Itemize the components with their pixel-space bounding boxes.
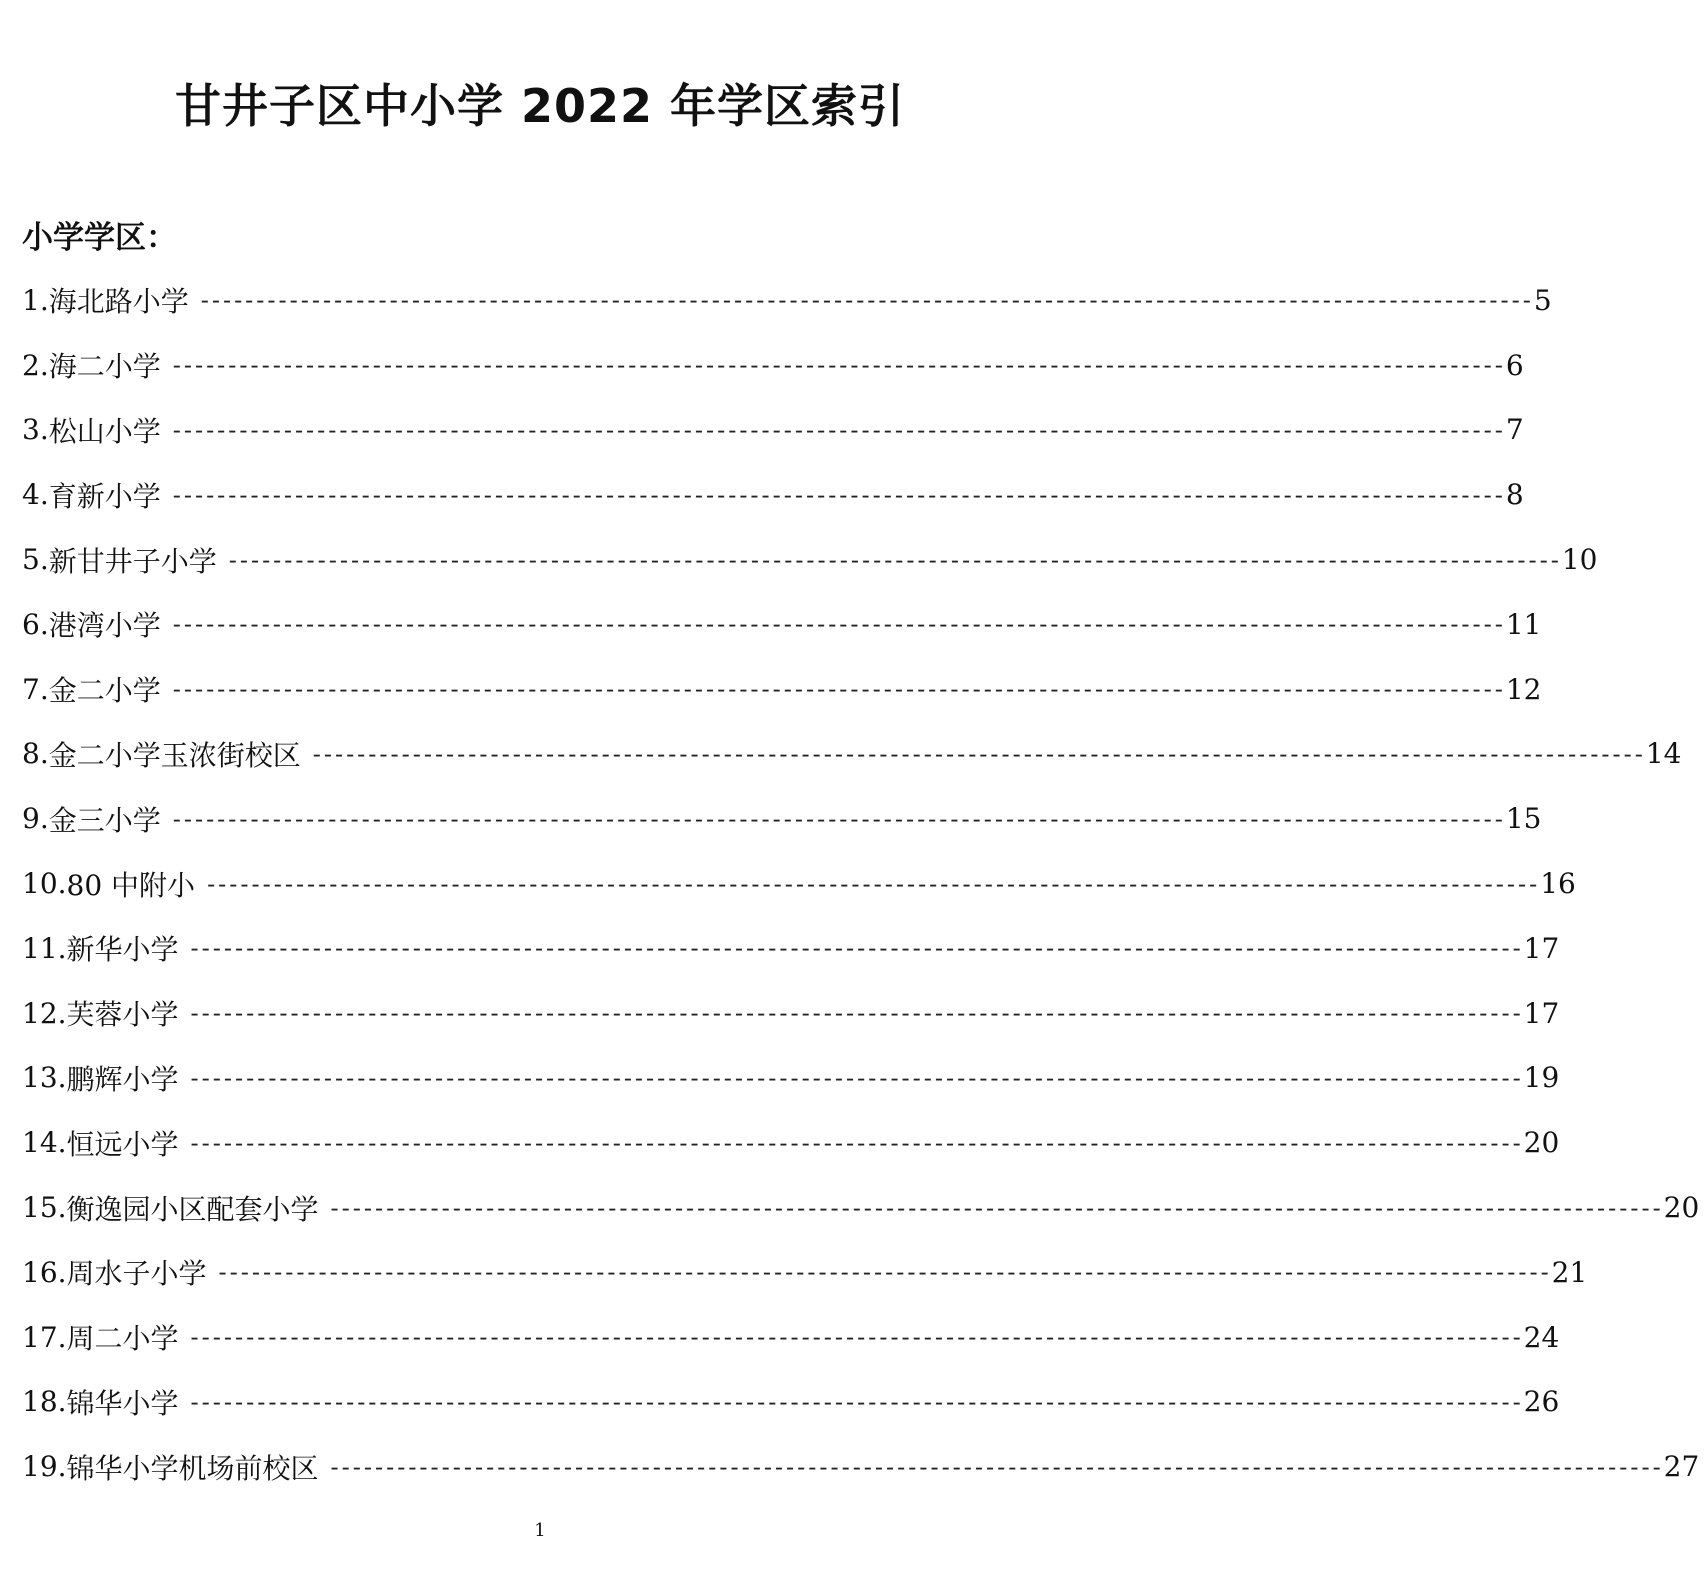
entry-page: 11 bbox=[1505, 607, 1542, 641]
entry-title: 衡逸园小区配套小学 bbox=[66, 1192, 319, 1226]
entry-number: 19. bbox=[22, 1450, 67, 1484]
entry-number: 1. bbox=[22, 283, 49, 317]
entry-title: 海二小学 bbox=[48, 350, 161, 384]
dot-leader: ------------------------------------------------------------------------------------------------------------------------ bbox=[172, 804, 1506, 833]
entry-page: 27 bbox=[1663, 1450, 1700, 1484]
toc-entry[interactable] bbox=[22, 1110, 1560, 1175]
entry-page: 8 bbox=[1505, 478, 1524, 512]
dot-leader: ------------------------------------------------------------------------------------------------------------------------ bbox=[200, 286, 1534, 315]
toc-entry[interactable] bbox=[22, 462, 1524, 527]
dot-leader: ------------------------------------------------------------------------------------------------------------------------ bbox=[172, 675, 1506, 704]
dot-leader: ------------------------------------------------------------------------------------------------------------------------ bbox=[172, 480, 1506, 509]
footer-page-number: 1 bbox=[534, 1520, 546, 1541]
toc-entry[interactable] bbox=[22, 268, 1552, 333]
entry-title: 金三小学 bbox=[48, 803, 161, 837]
entry-number: 13. bbox=[22, 1061, 67, 1095]
entry-page: 24 bbox=[1523, 1320, 1560, 1354]
entry-number: 8. bbox=[22, 737, 49, 771]
entry-page: 15 bbox=[1505, 802, 1542, 836]
dot-leader: ------------------------------------------------------------------------------------------------------------------------ bbox=[190, 1387, 1524, 1416]
toc-entry[interactable] bbox=[22, 916, 1560, 981]
section-heading: 小学学区： bbox=[22, 220, 177, 256]
entry-page: 10 bbox=[1561, 543, 1598, 577]
dot-leader: ------------------------------------------------------------------------------------------------------------------------ bbox=[172, 610, 1506, 639]
entry-page: 16 bbox=[1540, 867, 1576, 901]
toc-entry[interactable] bbox=[22, 592, 1542, 657]
entry-title: 芙蓉小学 bbox=[66, 998, 179, 1032]
entry-title: 恒远小学 bbox=[66, 1127, 179, 1161]
entry-page: 7 bbox=[1505, 413, 1524, 447]
entry-number: 18. bbox=[22, 1385, 67, 1419]
toc-entry[interactable] bbox=[22, 398, 1524, 463]
dot-leader: ------------------------------------------------------------------------------------------------------------------------ bbox=[207, 869, 1541, 898]
entry-title: 80 中附小 bbox=[66, 868, 196, 902]
entry-number: 5. bbox=[22, 543, 49, 577]
dot-leader: ------------------------------------------------------------------------------------------------------------------------ bbox=[172, 415, 1506, 444]
entry-page: 17 bbox=[1523, 931, 1560, 965]
page-title: 甘井子区中小学 2022 年学区索引 bbox=[174, 79, 906, 133]
entry-title: 港湾小学 bbox=[48, 609, 161, 643]
toc-entry[interactable] bbox=[22, 1434, 1700, 1499]
entry-number: 17. bbox=[22, 1320, 67, 1354]
entry-number: 15. bbox=[22, 1191, 67, 1225]
entry-page: 19 bbox=[1523, 1061, 1560, 1095]
entry-page: 26 bbox=[1523, 1385, 1560, 1419]
entry-title: 育新小学 bbox=[48, 479, 161, 513]
entry-number: 2. bbox=[22, 348, 49, 382]
entry-title: 海北路小学 bbox=[48, 285, 189, 319]
entry-number: 12. bbox=[22, 996, 67, 1030]
entry-title: 金二小学玉浓街校区 bbox=[48, 738, 301, 772]
toc-entry[interactable] bbox=[22, 1240, 1588, 1305]
toc-entry[interactable] bbox=[22, 851, 1576, 916]
entry-title: 鹏辉小学 bbox=[66, 1062, 179, 1096]
entry-number: 3. bbox=[22, 413, 49, 447]
entry-number: 16. bbox=[22, 1255, 67, 1289]
entry-title: 周水子小学 bbox=[66, 1257, 207, 1291]
entry-page: 12 bbox=[1505, 672, 1542, 706]
entry-title: 周二小学 bbox=[66, 1322, 179, 1356]
toc-entry[interactable] bbox=[22, 722, 1682, 787]
dot-leader: ------------------------------------------------------------------------------------------------------------------------ bbox=[190, 1323, 1524, 1352]
toc-entry[interactable] bbox=[22, 981, 1560, 1046]
entry-number: 7. bbox=[22, 672, 49, 706]
toc-entry[interactable] bbox=[22, 1175, 1700, 1240]
dot-leader: ------------------------------------------------------------------------------------------------------------------------ bbox=[218, 1258, 1552, 1287]
dot-leader: ------------------------------------------------------------------------------------------------------------------------ bbox=[172, 351, 1506, 380]
entry-title: 松山小学 bbox=[48, 414, 161, 448]
entry-page: 20 bbox=[1663, 1191, 1700, 1225]
toc-entry[interactable] bbox=[22, 1046, 1560, 1111]
entry-title: 锦华小学机场前校区 bbox=[66, 1451, 319, 1485]
dot-leader: ------------------------------------------------------------------------------------------------------------------------ bbox=[190, 1063, 1524, 1092]
toc-entry[interactable] bbox=[22, 657, 1542, 722]
dot-leader: ------------------------------------------------------------------------------------------------------------------------ bbox=[190, 999, 1524, 1028]
entry-page: 21 bbox=[1551, 1255, 1588, 1289]
toc-list bbox=[22, 268, 1700, 1499]
dot-leader: ------------------------------------------------------------------------------------------------------------------------ bbox=[330, 1452, 1664, 1481]
entry-page: 6 bbox=[1505, 348, 1524, 382]
entry-title: 锦华小学 bbox=[66, 1386, 179, 1420]
entry-number: 4. bbox=[22, 478, 49, 512]
entry-number: 9. bbox=[22, 802, 49, 836]
dot-leader: ------------------------------------------------------------------------------------------------------------------------ bbox=[330, 1193, 1664, 1222]
entry-page: 17 bbox=[1523, 996, 1560, 1030]
dot-leader: ------------------------------------------------------------------------------------------------------------------------ bbox=[312, 739, 1646, 768]
entry-title: 新甘井子小学 bbox=[48, 544, 217, 578]
toc-entry[interactable] bbox=[22, 333, 1524, 398]
entry-page: 5 bbox=[1533, 283, 1552, 317]
entry-number: 11. bbox=[22, 931, 67, 965]
dot-leader: ------------------------------------------------------------------------------------------------------------------------ bbox=[228, 545, 1562, 574]
entry-page: 14 bbox=[1645, 737, 1682, 771]
entry-page: 20 bbox=[1523, 1126, 1560, 1160]
entry-number: 14. bbox=[22, 1126, 67, 1160]
toc-entry[interactable] bbox=[22, 527, 1598, 592]
toc-entry[interactable] bbox=[22, 1305, 1560, 1370]
toc-entry[interactable] bbox=[22, 1370, 1560, 1435]
entry-number: 10. bbox=[22, 867, 67, 901]
entry-title: 金二小学 bbox=[48, 674, 161, 708]
dot-leader: ------------------------------------------------------------------------------------------------------------------------ bbox=[190, 1128, 1524, 1157]
dot-leader: ------------------------------------------------------------------------------------------------------------------------ bbox=[190, 934, 1524, 963]
toc-entry[interactable] bbox=[22, 786, 1542, 851]
entry-title: 新华小学 bbox=[66, 933, 179, 967]
entry-number: 6. bbox=[22, 607, 49, 641]
